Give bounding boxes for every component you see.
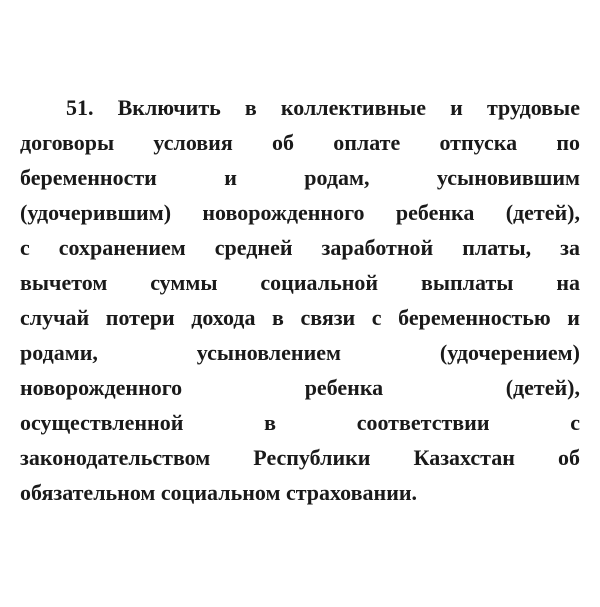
- paragraph-51: [20, 90, 580, 510]
- paragraph-line: беременности и родам, усыновившим: [20, 165, 580, 190]
- paragraph-line: родами, усыновлением (удочерением): [20, 340, 580, 365]
- paragraph-line: новорожденного ребенка (детей),: [20, 375, 580, 400]
- paragraph-line: 51. Включить в коллективные и трудовые: [66, 95, 580, 120]
- paragraph-line: с сохранением средней заработной платы, за: [20, 235, 580, 260]
- paragraph-line: договоры условия об оплате отпуска по: [20, 130, 580, 155]
- paragraph-line: осуществленной в соответствии с: [20, 410, 580, 435]
- paragraph-line: (удочерившим) новорожденного ребенка (детей),: [20, 200, 580, 225]
- paragraph-line: вычетом суммы социальной выплаты на: [20, 270, 580, 295]
- paragraph-line: законодательством Республики Казахстан об: [20, 445, 580, 470]
- paragraph-line: случай потери дохода в связи с беременностью и: [20, 305, 580, 330]
- paragraph-line: обязательном социальном страховании.: [20, 480, 418, 505]
